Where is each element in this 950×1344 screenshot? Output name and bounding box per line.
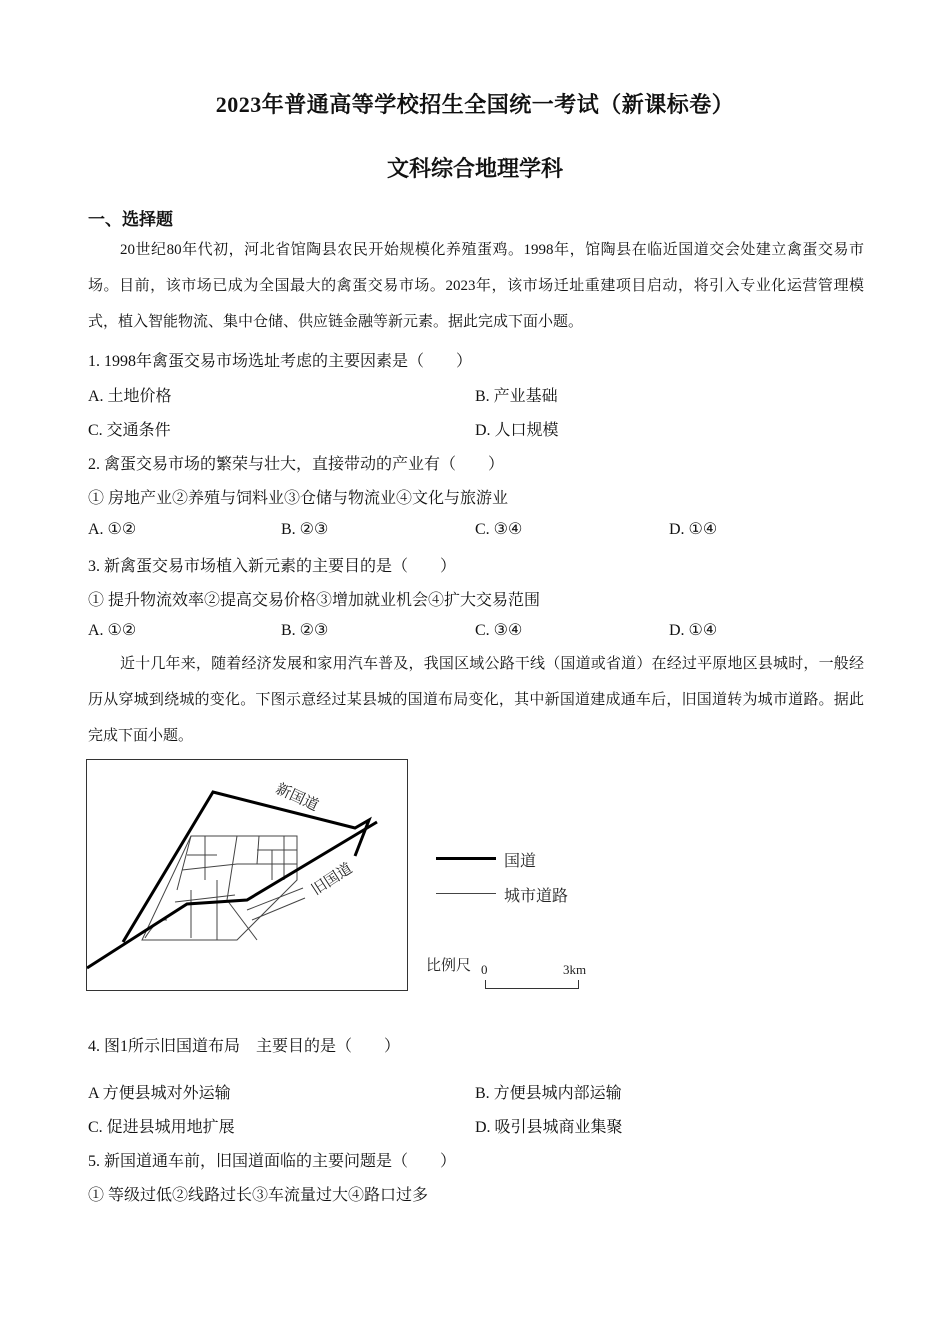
scale-zero: 0	[481, 962, 488, 977]
question-2-items: ① 房地产业②养殖与饲料业③仓储与物流业④文化与旅游业	[88, 490, 509, 507]
new-road-label: 新国道	[273, 781, 321, 815]
passage-2: 近十几年来，随着经济发展和家用汽车普及，我国区域公路干线（国道或省道）在经过平原地区县城时，一般经历从穿城到绕城的变化。下图示意经过某县城的国道布局变化，其中新国道建成通车后，旧国道转为城市道路。据此完成下面小题。	[88, 656, 864, 744]
legend-national-road-line	[436, 857, 496, 860]
question-4-option-b: B. 方便县城内部运输	[475, 1085, 622, 1102]
question-1-stem: 1. 1998年禽蛋交易市场选址考虑的主要因素是（ ）	[88, 353, 473, 370]
city-road-network	[142, 836, 305, 940]
question-5-stem: 5. 新国道通车前，旧国道面临的主要问题是（ ）	[88, 1153, 457, 1170]
question-1-option-d: D. 人口规模	[475, 422, 559, 439]
legend-city-road-line	[436, 893, 496, 894]
old-road-label: 旧国道	[309, 860, 356, 899]
map-drawing	[87, 760, 407, 990]
question-4-stem: 4. 图1所示旧国道布局 主要目的是（ ）	[88, 1038, 401, 1055]
question-2-option-c: C. ③④	[475, 521, 523, 538]
question-4-option-c: C. 促进县城用地扩展	[88, 1119, 235, 1136]
exam-title: 2023年普通高等学校招生全国统一考试（新课标卷）	[215, 92, 735, 117]
section-heading: 一、选择题	[88, 210, 173, 229]
question-5-items: ① 等级过低②线路过长③车流量过大④路口过多	[88, 1187, 429, 1204]
legend-national-road-label: 国道	[504, 853, 537, 870]
scale-max: 3km	[563, 962, 587, 977]
question-2-option-b: B. ②③	[281, 521, 329, 538]
exam-subtitle: 文科综合地理学科	[386, 156, 563, 181]
question-2-option-d: D. ①④	[669, 521, 718, 538]
question-3-option-c: C. ③④	[475, 622, 523, 639]
question-1-option-a: A. 土地价格	[88, 388, 172, 405]
question-2-option-a: A. ①②	[88, 521, 137, 538]
question-4-option-a: A 方便县城对外运输	[88, 1085, 231, 1102]
question-3-option-a: A. ①②	[88, 622, 137, 639]
scale-bar	[485, 980, 579, 989]
question-4-option-d: D. 吸引县城商业集聚	[475, 1119, 623, 1136]
scale-label: 比例尺	[426, 958, 472, 974]
road-layout-map	[86, 759, 408, 991]
passage-1: 20世纪80年代初，河北省馆陶县农民开始规模化养殖蛋鸡。1998年，馆陶县在临近国道交会处建立禽蛋交易市场。目前，该市场已成为全国最大的禽蛋交易市场。2023年，该市场迁址重建项目启动，将引入专业化运营管理模式，植入智能物流、集中仓储、供应链金融等新元素。据此完成下面小题。	[88, 242, 864, 330]
question-1-option-b: B. 产业基础	[475, 388, 558, 405]
question-3-option-b: B. ②③	[281, 622, 329, 639]
question-3-items: ① 提升物流效率②提高交易价格③增加就业机会④扩大交易范围	[88, 592, 541, 609]
question-3-option-d: D. ①④	[669, 622, 718, 639]
question-2-stem: 2. 禽蛋交易市场的繁荣与壮大，直接带动的产业有（ ）	[88, 456, 505, 473]
question-1-option-c: C. 交通条件	[88, 422, 171, 439]
legend-city-road-label: 城市道路	[504, 888, 569, 905]
question-3-stem: 3. 新禽蛋交易市场植入新元素的主要目的是（ ）	[88, 558, 457, 575]
